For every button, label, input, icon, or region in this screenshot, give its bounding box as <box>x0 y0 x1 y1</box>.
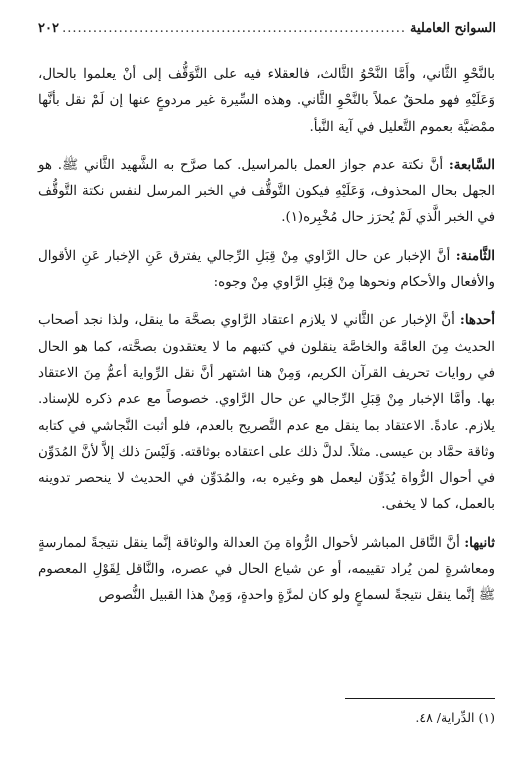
paragraph-text: أنَّ النَّاقل المباشر لأحوال الرُّواة مِنَ العدالة والوثاقة إنَّما ينقل نتيجةً لممارسةٍ ومعاشرةٍ لمن يُراد تقييمه، أو عن شياع الحال في عصره، والنَّاقل لِقَوْلِ المعصوم ﷺ إنَّما ينقل نتيجةً لسماعٍ ولو كان لمرَّةٍ واحدةٍ، وَمِنْ هذا القبيل النُّصوص <box>38 535 495 604</box>
footnote-divider <box>345 698 495 699</box>
paragraph-lead: السَّابعة: <box>448 156 495 173</box>
paragraph-lead: الثَّامنة: <box>455 247 495 264</box>
header-leader-dots <box>63 20 406 38</box>
page-body <box>38 62 495 621</box>
footnotes <box>38 698 495 727</box>
paragraph-text: أنَّ نكتة عدم جواز العمل بالمراسيل. كما صرَّح به الشَّهيد الثَّاني ﷺ. هو الجهل بحال المحذوف، وَعَلَيْهِ فيكون التَّوقُّف في الخبر المرسل لنفس نكتة التَّوقُّف في الخبر الَّذي لَمْ يُحرَز حال مُخْبِره(١). <box>38 157 495 226</box>
paragraph-first-aspect <box>38 307 495 518</box>
footnote-item: (١) الدِّراية/ ٤٨. <box>415 710 495 725</box>
paragraph-text: أنَّ الإخبار عن حال الرَّاوي مِنْ قِبَلِ الرِّجالي يفترق عَنِ الإخبار عَنِ الأقوال والأفعال والأحكام ونحوها مِنْ قِبَلِ الرَّاوي مِنْ وجوه: <box>38 248 495 291</box>
paragraph-text: بالنَّحْوِ الثَّاني، وأَمَّا النَّحْوُ الثَّالث، فالعقلاء فيه على التَّوَقُّف إلى أنْ يعلموا بالحال، وَعَلَيْهِ فهو ملحقٌ عملاً بالنَّحْوِ الثَّاني. وهذه السِّيرة غير مردوعٍ عنها إن لَمْ نقل بأنَّها ممْضيَّة بعموم التَّعليل في آية النَّبأ. <box>38 67 495 135</box>
paragraph-lead: ثانيها: <box>464 534 495 551</box>
paragraph-text: أنَّ الإخبار عن الثَّاني لا يلازم اعتقاد الرَّاوي بصحَّة ما ينقل، ولذا نجد أصحاب الحديث مِنَ العامَّة والخاصَّة ينقلون في كتبهم ما لا يعتقدون بصحَّته، كما هو الحال في روايات تحريف القرآن الكريم، وَمِنْ هنا اشتهر أنَّ نقل الرِّواية أعمُّ مِنَ الاعتقاد بها. وأمَّا الإخبار مِنْ قِبَلِ الرِّجالي عن حال الرَّاوي. خصوصاً مع عدم ذكره للإسناد. يلازم. عادةً. الاعتقاد بما ينقل مع عدم التَّصريح بالعدم، فلو أثبت النَّجاشي في كتابه وثاقة حمَّاد بن عيسى. مثلاً. لدلَّ ذلك على اعتقاده بوثاقته. وَلَيْسَ ذلك إلاَّ لأنَّ المُدَوِّن في أحوال الرُّواة يُدَوِّن ليعمل هو وغيره به، والمُدَوِّن في الحديث لا ينحصر تدوينه بالعمل، كما لا يخفى. <box>38 313 495 513</box>
paragraph-seventh <box>38 152 495 232</box>
paragraph-lead: أحدها: <box>459 312 495 329</box>
paragraph-eighth <box>38 243 495 297</box>
paragraph-second-aspect <box>38 530 495 610</box>
paragraph-continuation <box>38 62 495 141</box>
page-header <box>38 20 496 38</box>
page-number: ٢٠٢ <box>38 21 59 36</box>
running-title: السوانح العاملية <box>410 21 496 36</box>
